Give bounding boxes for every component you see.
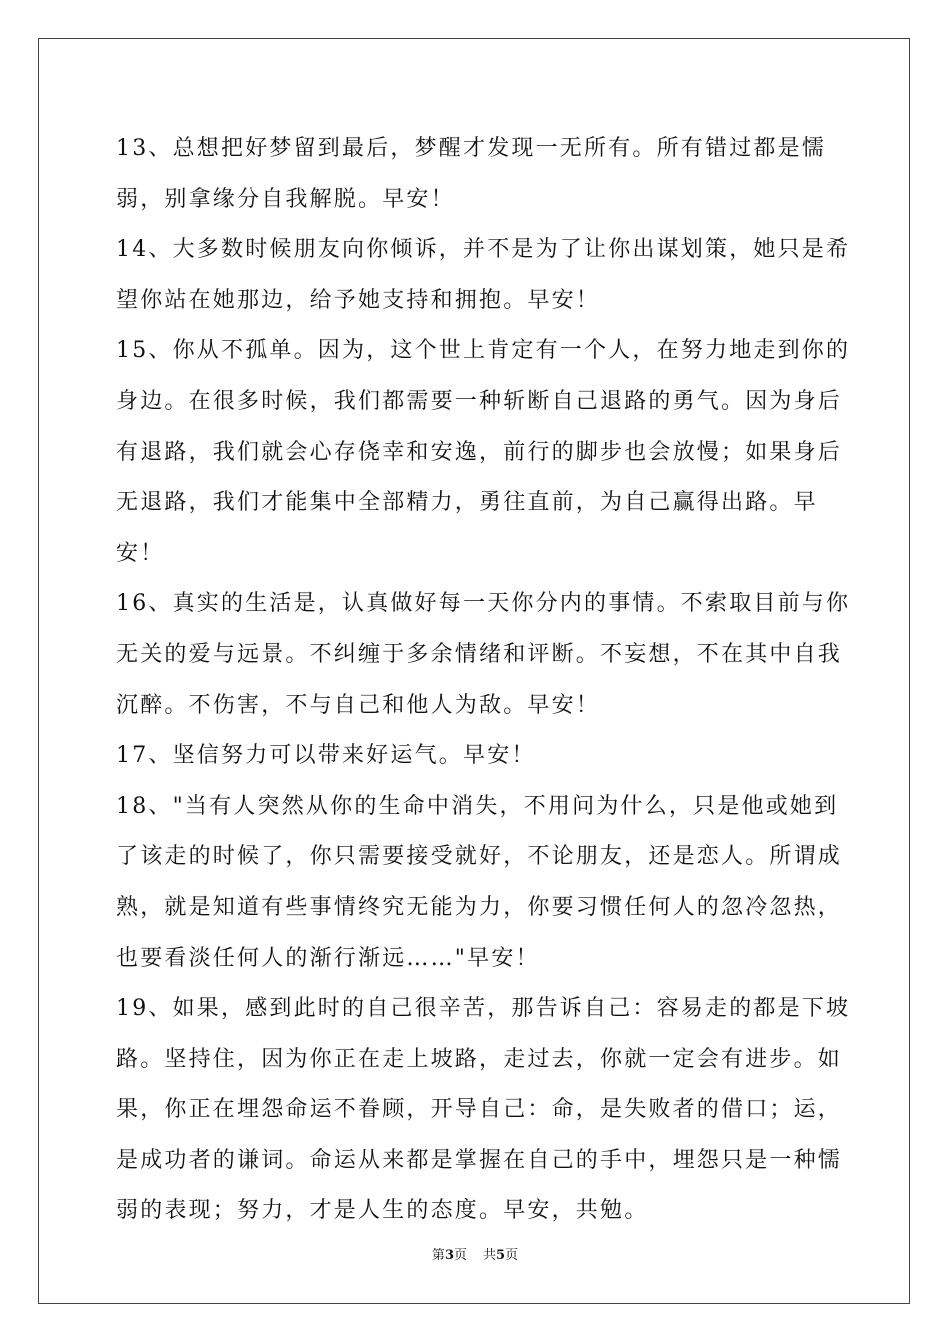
document-body <box>116 124 856 1237</box>
footer-page-suffix: 页 <box>453 1248 467 1263</box>
footer-total-prefix: 共 <box>483 1248 497 1263</box>
paragraph-18: 18、"当有人突然从你的生命中消失，不用问为什么，只是他或她到了该走的时候了，你只需要接受就好，不论朋友，还是恋人。所谓成熟，就是知道有些事情终究无能为力，你要习惯任何人的忽冷忽热，也要看淡任何人的渐行渐远……"早安！ <box>116 793 843 971</box>
footer-page-total: 5 <box>496 1248 506 1263</box>
footer-page-prefix: 第 <box>431 1248 445 1263</box>
footer-total-suffix: 页 <box>505 1248 519 1263</box>
paragraph-14: 14、大多数时候朋友向你倾诉，并不是为了让你出谋划策，她只是希望你站在她那边，给予她支持和拥抱。早安！ <box>116 237 851 313</box>
paragraph-13: 13、总想把好梦留到最后，梦醒才发现一无所有。所有错过都是懦弱，别拿缘分自我解脱。早安！ <box>116 136 826 212</box>
paragraph-16: 16、真实的生活是，认真做好每一天你分内的事情。不索取目前与你无关的爱与远景。不纠缠于多余情绪和评断。不妄想，不在其中自我沉醉。不伤害，不与自己和他人为敌。早安！ <box>116 591 851 718</box>
paragraph-15: 15、你从不孤单。因为，这个世上肯定有一个人，在努力地走到你的身边。在很多时候，我们都需要一种斩断自己退路的勇气。因为身后有退路，我们就会心存侥幸和安逸，前行的脚步也会放慢；如果身后无退路，我们才能集中全部精力，勇往直前，为自己赢得出路。早安！ <box>116 338 851 566</box>
page-footer <box>0 1248 950 1264</box>
paragraph-17: 17、坚信努力可以带来好运气。早安！ <box>116 743 536 769</box>
footer-page-current: 3 <box>444 1248 454 1263</box>
paragraph-19: 19、如果，感到此时的自己很辛苦，那告诉自己：容易走的都是下坡路。坚持住，因为你正在走上坡路，走过去，你就一定会有进步。如果，你正在埋怨命运不眷顾，开导自己：命，是失败者的借口；运，是成功者的谦词。命运从来都是掌握在自己的手中，埋怨只是一种懦弱的表现；努力，才是人生的态度。早安，共勉。 <box>116 996 851 1224</box>
